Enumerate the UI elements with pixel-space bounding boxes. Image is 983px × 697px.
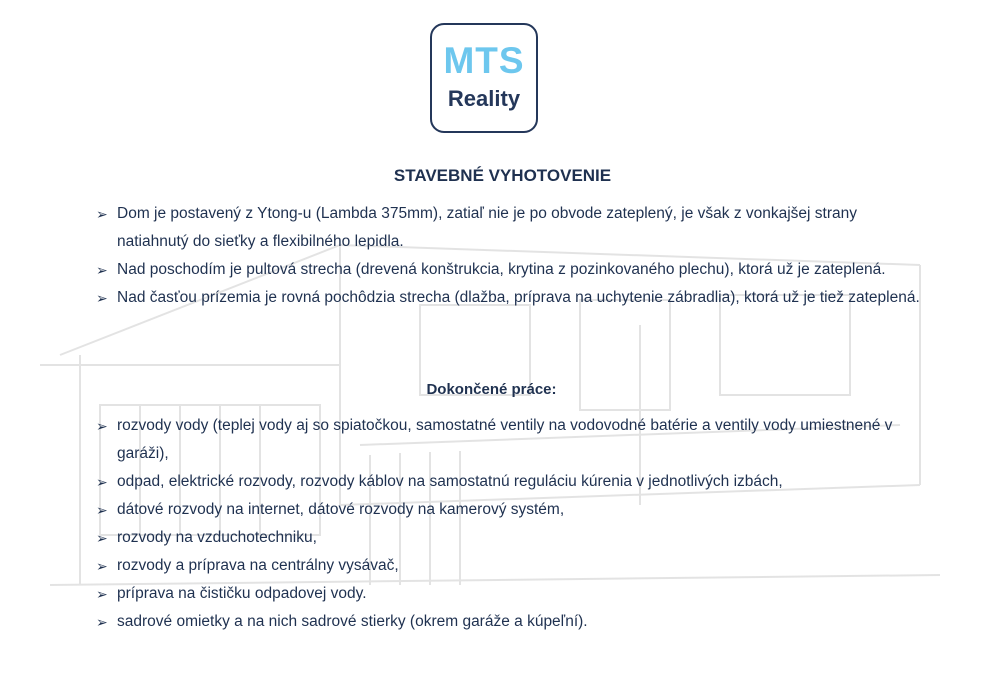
arrow-bullet-icon: ➢ bbox=[96, 262, 108, 278]
list-item bbox=[96, 200, 926, 256]
list-item bbox=[96, 468, 926, 496]
arrow-bullet-icon: ➢ bbox=[96, 206, 108, 222]
list-item bbox=[96, 580, 926, 608]
list-item-text: sadrové omietky a na nich sadrové stierky (okrem garáže a kúpeľní). bbox=[117, 613, 588, 630]
finished-works-list bbox=[96, 412, 926, 636]
list-item-text: Nad časťou prízemia je rovná pochôdzia strecha (dlažba, príprava na uchytenie zábradlia), ktorá už je tiež zateplená. bbox=[117, 289, 920, 306]
list-item-text: rozvody na vzduchotechniku, bbox=[117, 529, 317, 546]
arrow-bullet-icon: ➢ bbox=[96, 530, 108, 546]
list-item-text: rozvody a príprava na centrálny vysávač, bbox=[117, 557, 399, 574]
arrow-bullet-icon: ➢ bbox=[96, 502, 108, 518]
list-item bbox=[96, 284, 926, 312]
arrow-bullet-icon: ➢ bbox=[96, 586, 108, 602]
list-item bbox=[96, 496, 926, 524]
section-title: STAVEBNÉ VYHOTOVENIE bbox=[393, 166, 612, 185]
logo-mts: MTS bbox=[443, 40, 525, 81]
list-item bbox=[96, 608, 926, 636]
arrow-bullet-icon: ➢ bbox=[96, 290, 108, 306]
list-item bbox=[96, 524, 926, 552]
arrow-bullet-icon: ➢ bbox=[96, 418, 108, 434]
arrow-bullet-icon: ➢ bbox=[96, 558, 108, 574]
list-item-text: príprava na čističku odpadovej vody. bbox=[117, 585, 367, 602]
list-item-text: dátové rozvody na internet, dátové rozvody na kamerový systém, bbox=[117, 501, 565, 518]
finished-works-title: Dokončené práce: bbox=[426, 381, 557, 398]
list-item-text: odpad, elektrické rozvody, rozvody káblov na samostatnú reguláciu kúrenia v jednotlivých izbách, bbox=[117, 473, 783, 490]
logo-reality: Reality bbox=[447, 86, 521, 111]
arrow-bullet-icon: ➢ bbox=[96, 474, 108, 490]
list-item-text: Dom je postavený z Ytong-u (Lambda 375mm), zatiaľ nie je po obvode zateplený, je však z vonkajšej strany natiahnutý do sieťky a flexibilného lepidla. bbox=[117, 205, 858, 250]
list-item bbox=[96, 552, 926, 580]
list-item bbox=[96, 256, 926, 284]
list-item-text: Nad poschodím je pultová strecha (drevená konštrukcia, krytina z pozinkovaného plechu), ktorá už je zateplená. bbox=[117, 261, 886, 278]
construction-list bbox=[96, 200, 926, 312]
list-item-text: rozvody vody (teplej vody aj so spiatočkou, samostatné ventily na vodovodné batérie a ventily vody umiestnené v garáži), bbox=[117, 417, 893, 462]
arrow-bullet-icon: ➢ bbox=[96, 614, 108, 630]
list-item bbox=[96, 412, 926, 468]
company-logo bbox=[430, 23, 538, 133]
